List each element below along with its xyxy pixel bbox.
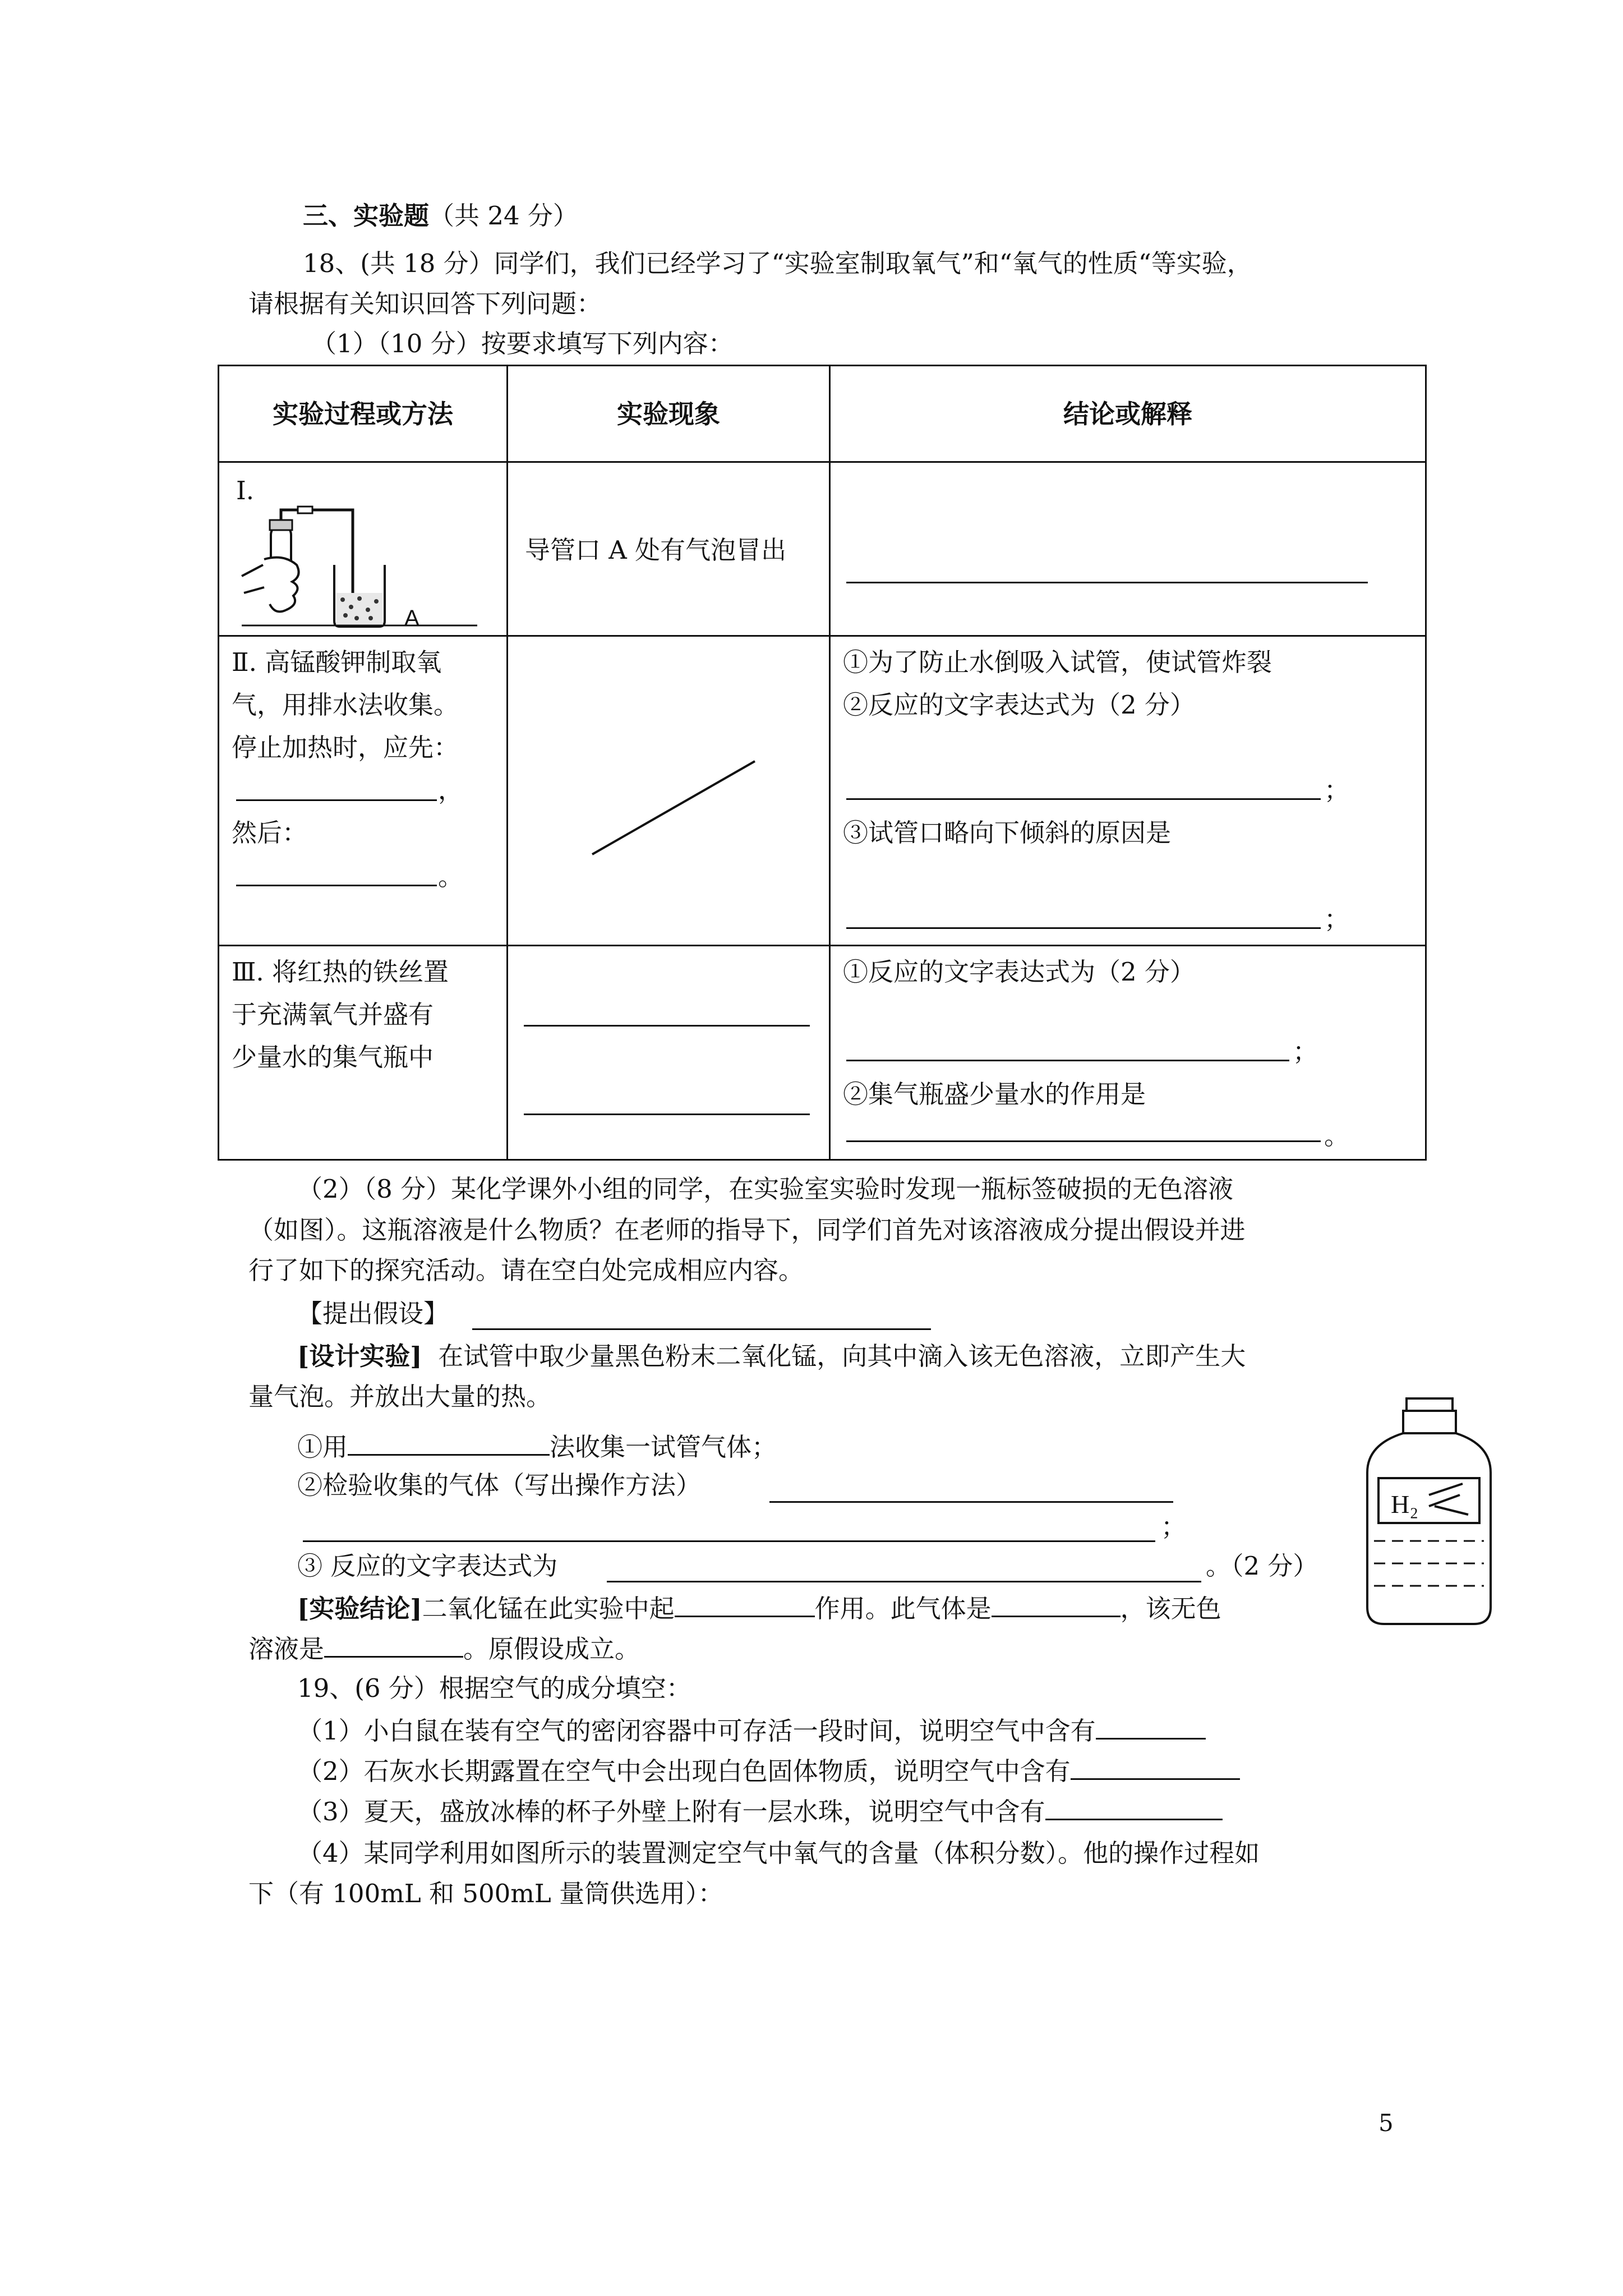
- page-number: 5: [1378, 2109, 1394, 2137]
- conclusion-text-e: 。原假设成立。: [463, 1634, 640, 1664]
- row2-comma: ，: [438, 775, 464, 805]
- row3-phenomenon-blank-1[interactable]: [524, 1025, 810, 1027]
- row2-method-line3: 停止加热时，应先：: [232, 733, 459, 762]
- row1-phenomenon-text: 导管口 A 处有气泡冒出: [525, 535, 787, 565]
- row1-answer-blank[interactable]: [846, 582, 1368, 583]
- table-header-row: [219, 366, 1426, 462]
- row2-semicolon-1: ；: [1324, 775, 1350, 805]
- conclusion-text-d: 溶液是: [248, 1634, 325, 1664]
- q19-blank-2[interactable]: [1071, 1754, 1240, 1780]
- step3-line: [297, 1549, 557, 1583]
- hypothesis-blank[interactable]: [472, 1328, 931, 1330]
- gas-name-blank[interactable]: [992, 1591, 1121, 1617]
- step2-blank-2[interactable]: [303, 1540, 1155, 1542]
- step3-text: ③ 反应的文字表达式为: [297, 1551, 558, 1581]
- step2-semicolon: ；: [1161, 1512, 1187, 1542]
- row2-method-line2: 气，用排水法收集。: [232, 690, 459, 720]
- row3-method-line3: 少量水的集气瓶中: [232, 1042, 434, 1072]
- q18-part1-label: （1）（10 分）按要求填写下列内容：: [311, 329, 734, 358]
- row3-method-line2: 于充满氧气并盛有: [232, 1000, 434, 1029]
- row3-conclusion-line1: ①反应的文字表达式为（2 分）: [843, 957, 1195, 987]
- row3-phenomenon: [508, 946, 830, 1160]
- step1-line: [297, 1429, 777, 1464]
- apparatus-label-a: A: [404, 606, 419, 631]
- q19-intro: 19、(6 分）根据空气的成分填空：: [297, 1673, 691, 1703]
- row2-conclusion-line3: ③试管口略向下倾斜的原因是: [843, 818, 1172, 848]
- design-label: [设计实验]: [297, 1341, 422, 1371]
- step2-line: [297, 1469, 701, 1502]
- row3-phenomenon-blank-2[interactable]: [524, 1114, 810, 1115]
- diagonal-slash-mark: [508, 637, 831, 946]
- row2-equation-blank[interactable]: [846, 798, 1321, 800]
- q18-intro-line2: 请根据有关知识回答下列问题：: [248, 289, 602, 319]
- row3-conclusion-line2: ②集气瓶盛少量水的作用是: [843, 1079, 1146, 1109]
- step2-blank-1[interactable]: [769, 1501, 1173, 1503]
- row2-semicolon-2: ；: [1324, 904, 1350, 934]
- step1-prefix: ①用: [297, 1432, 348, 1462]
- row3-equation-blank[interactable]: [846, 1060, 1289, 1061]
- step3-equation-blank[interactable]: [607, 1581, 1201, 1582]
- test-tube-apparatus-icon: [230, 503, 511, 632]
- header-conclusion: 结论或解释: [830, 366, 1426, 462]
- row1-label: Ⅰ.: [236, 476, 255, 505]
- q19-blank-1[interactable]: [1096, 1713, 1206, 1740]
- conclusion-line: [297, 1591, 1221, 1626]
- conclusion-label: [实验结论]: [297, 1594, 422, 1623]
- conclusion-text-b: 作用。此气体是: [814, 1594, 992, 1623]
- step1-suffix: 法收集一试管气体；: [550, 1432, 777, 1462]
- q19-item-1-text: （1）小白鼠在装有空气的密闭容器中可存活一段时间，说明空气中含有: [297, 1716, 1096, 1746]
- step2-text: ②检验收集的气体（写出操作方法）: [297, 1470, 702, 1500]
- row1-phenomenon: [508, 462, 830, 636]
- part2-line2: （如图）。这瓶溶液是什么物质？在老师的指导下，同学们首先对该溶液成分提出假设并进: [248, 1215, 1246, 1245]
- section-title: 三、实验题（共 24 分）: [303, 201, 578, 231]
- row2-then-label: 然后：: [232, 818, 308, 848]
- conclusion-text-c: ，该无色: [1120, 1594, 1221, 1623]
- row3-method-line1: Ⅲ. 将红热的铁丝置: [232, 957, 449, 987]
- table-row-2: [219, 636, 1426, 946]
- row3-conclusion: [830, 946, 1426, 1160]
- row2-phenomenon: [508, 636, 830, 946]
- q19-last-line: 下（有 100mL 和 500mL 量筒供选用）：: [248, 1879, 723, 1908]
- header-phenomenon: 实验现象: [508, 366, 830, 462]
- row2-first-step-blank[interactable]: [236, 799, 437, 801]
- q19-blank-3[interactable]: [1045, 1794, 1223, 1820]
- row2-reason-blank[interactable]: [846, 927, 1321, 929]
- part2-line3: 行了如下的探究活动。请在空白处完成相应内容。: [248, 1255, 804, 1285]
- q19-item-2-text: （2）石灰水长期露置在空气中会出现白色固体物质，说明空气中含有: [297, 1756, 1071, 1786]
- conclusion-line2: [248, 1631, 640, 1666]
- experiment-table: [218, 365, 1427, 1161]
- bottle-label-text: H₂: [1391, 1490, 1419, 1519]
- row2-method-line1: Ⅱ. 高锰酸钾制取氧: [232, 647, 442, 677]
- hypothesis-label: 【提出假设】: [297, 1299, 449, 1328]
- q19-item-1: [297, 1713, 1206, 1748]
- conclusion-text-a: 二氧化锰在此实验中起: [422, 1594, 675, 1623]
- row3-period: 。: [1324, 1121, 1350, 1151]
- catalyst-role-blank[interactable]: [675, 1591, 815, 1617]
- row3-semicolon: ；: [1293, 1037, 1318, 1066]
- part2-line1: （2）（8 分）某化学课外小组的同学，在实验室实验时发现一瓶标签破损的无色溶液: [297, 1174, 1234, 1204]
- row2-period: 。: [438, 862, 464, 891]
- reagent-bottle-icon: [1362, 1394, 1496, 1630]
- table-row-1: [219, 462, 1426, 636]
- row2-method: [219, 636, 508, 946]
- row1-conclusion: [830, 462, 1426, 636]
- design-text: 在试管中取少量黑色粉末二氧化锰，向其中滴入该无色溶液，立即产生大: [438, 1341, 1246, 1371]
- row3-method: [219, 946, 508, 1160]
- collection-method-blank[interactable]: [348, 1429, 550, 1456]
- q19-item-4: （4）某同学利用如图所示的装置测定空气中氧气的含量（体积分数）。他的操作过程如: [297, 1838, 1260, 1868]
- row2-conclusion-line2: ②反应的文字表达式为（2 分）: [843, 690, 1195, 720]
- row3-water-purpose-blank[interactable]: [846, 1140, 1321, 1142]
- solution-name-blank[interactable]: [324, 1631, 463, 1658]
- q19-item-2: [297, 1754, 1240, 1788]
- design-line: [297, 1340, 1246, 1373]
- header-method: 实验过程或方法: [219, 366, 508, 462]
- q18-intro-line1: 18、(共 18 分）同学们，我们已经学习了“实验室制取氧气”和“氧气的性质“等实验，: [303, 249, 1252, 278]
- row1-method: [219, 462, 508, 636]
- q19-item-3: [297, 1794, 1223, 1829]
- step3-end: 。（2 分）: [1206, 1551, 1318, 1581]
- row2-second-step-blank[interactable]: [236, 885, 437, 886]
- table-row-3: [219, 946, 1426, 1160]
- q19-item-3-text: （3）夏天，盛放冰棒的杯子外壁上附有一层水珠，说明空气中含有: [297, 1797, 1045, 1826]
- row2-conclusion-line1: ①为了防止水倒吸入试管，使试管炸裂: [843, 647, 1272, 677]
- row2-conclusion: [830, 636, 1426, 946]
- design-line2: 量气泡。并放出大量的热。: [248, 1382, 552, 1411]
